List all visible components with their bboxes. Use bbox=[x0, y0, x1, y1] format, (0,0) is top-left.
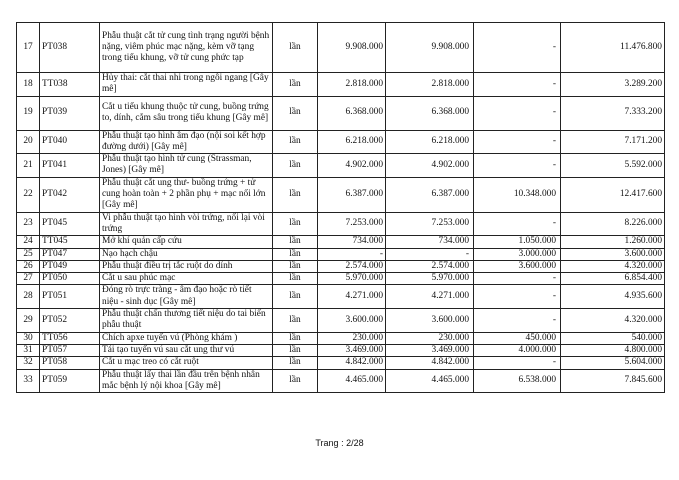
price-3: - bbox=[474, 130, 561, 154]
price-total: 7.171.200 bbox=[561, 130, 665, 154]
price-3: 450.000 bbox=[474, 332, 561, 344]
unit: lần bbox=[273, 369, 318, 393]
price-table bbox=[16, 22, 665, 393]
service-name: Phẫu thuật cắt tử cung tình trạng người bệnh nặng, viêm phúc mạc nặng, kèm vỡ tạng trong tiểu khung, vỡ tử cung phức tạp bbox=[100, 23, 273, 73]
price-3: - bbox=[474, 154, 561, 178]
price-1: 7.253.000 bbox=[318, 212, 386, 236]
service-name: Phẫu thuật cắt ung thư- buồng trứng + tử cung hoàn toàn + 2 phần phụ + mạc nối lớn [Gây mê] bbox=[100, 177, 273, 212]
table-row bbox=[17, 332, 665, 344]
service-code: PT051 bbox=[40, 285, 100, 309]
row-number: 31 bbox=[17, 344, 40, 356]
unit: lần bbox=[273, 248, 318, 260]
service-code: PT045 bbox=[40, 212, 100, 236]
table-row bbox=[17, 23, 665, 73]
price-1: 734.000 bbox=[318, 236, 386, 248]
price-2: 4.271.000 bbox=[386, 285, 474, 309]
row-number: 23 bbox=[17, 212, 40, 236]
price-2: 230.000 bbox=[386, 332, 474, 344]
price-total: 12.417.600 bbox=[561, 177, 665, 212]
unit: lần bbox=[273, 96, 318, 130]
price-1: - bbox=[318, 248, 386, 260]
price-total: 540.000 bbox=[561, 332, 665, 344]
service-name: Phẫu thuật lấy thai lần đầu trên bệnh nhân mắc bệnh lý nội khoa [Gây mê] bbox=[100, 369, 273, 393]
price-1: 4.465.000 bbox=[318, 369, 386, 393]
unit: lần bbox=[273, 357, 318, 369]
price-2: 2.818.000 bbox=[386, 73, 474, 97]
price-3: - bbox=[474, 273, 561, 285]
service-name: Đóng rò trực tràng - âm đạo hoặc rò tiết niệu - sinh dục [Gây mê] bbox=[100, 285, 273, 309]
table-row bbox=[17, 212, 665, 236]
table-row bbox=[17, 369, 665, 393]
service-code: TT038 bbox=[40, 73, 100, 97]
price-total: 4.800.000 bbox=[561, 344, 665, 356]
service-code: PT049 bbox=[40, 260, 100, 272]
price-2: 2.574.000 bbox=[386, 260, 474, 272]
price-total: 3.289.200 bbox=[561, 73, 665, 97]
page-number: Trang : 2/28 bbox=[315, 438, 364, 448]
price-total: 11.476.800 bbox=[561, 23, 665, 73]
table-row bbox=[17, 154, 665, 178]
service-code: TT045 bbox=[40, 236, 100, 248]
row-number: 22 bbox=[17, 177, 40, 212]
service-code: PT058 bbox=[40, 357, 100, 369]
table-row bbox=[17, 344, 665, 356]
price-3: - bbox=[474, 357, 561, 369]
row-number: 25 bbox=[17, 248, 40, 260]
price-1: 2.818.000 bbox=[318, 73, 386, 97]
price-2: 4.465.000 bbox=[386, 369, 474, 393]
table-row bbox=[17, 357, 665, 369]
price-1: 2.574.000 bbox=[318, 260, 386, 272]
price-1: 3.469.000 bbox=[318, 344, 386, 356]
price-3: 3.600.000 bbox=[474, 260, 561, 272]
price-total: 5.604.000 bbox=[561, 357, 665, 369]
table-body bbox=[17, 23, 665, 393]
price-1: 4.902.000 bbox=[318, 154, 386, 178]
table-row bbox=[17, 273, 665, 285]
price-2: 7.253.000 bbox=[386, 212, 474, 236]
price-2: 6.368.000 bbox=[386, 96, 474, 130]
price-1: 4.271.000 bbox=[318, 285, 386, 309]
row-number: 21 bbox=[17, 154, 40, 178]
row-number: 29 bbox=[17, 309, 40, 333]
service-code: PT057 bbox=[40, 344, 100, 356]
service-code: PT040 bbox=[40, 130, 100, 154]
price-1: 5.970.000 bbox=[318, 273, 386, 285]
price-3: 10.348.000 bbox=[474, 177, 561, 212]
service-name: Tái tạo tuyến vú sau cắt ung thư vú bbox=[100, 344, 273, 356]
service-name: Phẫu thuật tạo hình tử cung (Strassman, Jones) [Gây mê] bbox=[100, 154, 273, 178]
table-row bbox=[17, 96, 665, 130]
table-row bbox=[17, 130, 665, 154]
row-number: 30 bbox=[17, 332, 40, 344]
price-total: 8.226.000 bbox=[561, 212, 665, 236]
row-number: 20 bbox=[17, 130, 40, 154]
unit: lần bbox=[273, 23, 318, 73]
service-name: Cắt u tiểu khung thuộc tử cung, buồng trứng to, dính, cắm sâu trong tiểu khung [Gây mê] bbox=[100, 96, 273, 130]
table-row bbox=[17, 260, 665, 272]
service-code: PT050 bbox=[40, 273, 100, 285]
service-name: Nạo hạch chậu bbox=[100, 248, 273, 260]
unit: lần bbox=[273, 177, 318, 212]
price-3: 4.000.000 bbox=[474, 344, 561, 356]
table-row bbox=[17, 248, 665, 260]
price-3: 6.538.000 bbox=[474, 369, 561, 393]
price-1: 9.908.000 bbox=[318, 23, 386, 73]
price-2: 4.902.000 bbox=[386, 154, 474, 178]
service-code: TT056 bbox=[40, 332, 100, 344]
price-total: 4.320.000 bbox=[561, 309, 665, 333]
service-name: Mở khí quản cấp cứu bbox=[100, 236, 273, 248]
service-code: PT059 bbox=[40, 369, 100, 393]
price-1: 230.000 bbox=[318, 332, 386, 344]
price-1: 6.387.000 bbox=[318, 177, 386, 212]
price-3: - bbox=[474, 309, 561, 333]
unit: lần bbox=[273, 260, 318, 272]
unit: lần bbox=[273, 212, 318, 236]
service-name: Cắt u sau phúc mạc bbox=[100, 273, 273, 285]
unit: lần bbox=[273, 285, 318, 309]
service-name: Hủy thai: cắt thai nhi trong ngôi ngang [Gây mê] bbox=[100, 73, 273, 97]
price-3: - bbox=[474, 96, 561, 130]
row-number: 19 bbox=[17, 96, 40, 130]
price-3: - bbox=[474, 212, 561, 236]
unit: lần bbox=[273, 73, 318, 97]
price-2: 6.387.000 bbox=[386, 177, 474, 212]
price-2: 3.469.000 bbox=[386, 344, 474, 356]
service-code: PT041 bbox=[40, 154, 100, 178]
service-name: Phẫu thuật tạo hình âm đạo (nội soi kết hợp đường dưới) [Gây mê] bbox=[100, 130, 273, 154]
unit: lần bbox=[273, 236, 318, 248]
service-name: Phẫu thuật điều trị tắc ruột do dính bbox=[100, 260, 273, 272]
price-3: - bbox=[474, 73, 561, 97]
table-row bbox=[17, 73, 665, 97]
price-2: 9.908.000 bbox=[386, 23, 474, 73]
price-2: 734.000 bbox=[386, 236, 474, 248]
price-total: 5.592.000 bbox=[561, 154, 665, 178]
price-1: 6.368.000 bbox=[318, 96, 386, 130]
row-number: 27 bbox=[17, 273, 40, 285]
service-name: Cắt u mạc treo có cắt ruột bbox=[100, 357, 273, 369]
price-total: 4.935.600 bbox=[561, 285, 665, 309]
service-name: Chích apxe tuyến vú (Phòng khám ) bbox=[100, 332, 273, 344]
price-total: 3.600.000 bbox=[561, 248, 665, 260]
table-row bbox=[17, 236, 665, 248]
service-code: PT038 bbox=[40, 23, 100, 73]
unit: lần bbox=[273, 130, 318, 154]
service-name: Vi phẫu thuật tạo hình vòi trứng, nối lại vòi trứng bbox=[100, 212, 273, 236]
row-number: 17 bbox=[17, 23, 40, 73]
price-2: 3.600.000 bbox=[386, 309, 474, 333]
price-total: 7.333.200 bbox=[561, 96, 665, 130]
unit: lần bbox=[273, 332, 318, 344]
price-2: - bbox=[386, 248, 474, 260]
row-number: 32 bbox=[17, 357, 40, 369]
unit: lần bbox=[273, 309, 318, 333]
row-number: 24 bbox=[17, 236, 40, 248]
table-row bbox=[17, 177, 665, 212]
unit: lần bbox=[273, 154, 318, 178]
row-number: 33 bbox=[17, 369, 40, 393]
service-code: PT052 bbox=[40, 309, 100, 333]
price-3: 1.050.000 bbox=[474, 236, 561, 248]
service-code: PT042 bbox=[40, 177, 100, 212]
unit: lần bbox=[273, 344, 318, 356]
service-code: PT047 bbox=[40, 248, 100, 260]
price-2: 6.218.000 bbox=[386, 130, 474, 154]
table-row bbox=[17, 309, 665, 333]
price-total: 4.320.000 bbox=[561, 260, 665, 272]
price-2: 5.970.000 bbox=[386, 273, 474, 285]
price-1: 4.842.000 bbox=[318, 357, 386, 369]
price-3: - bbox=[474, 23, 561, 73]
price-total: 1.260.000 bbox=[561, 236, 665, 248]
price-3: 3.000.000 bbox=[474, 248, 561, 260]
unit: lần bbox=[273, 273, 318, 285]
price-2: 4.842.000 bbox=[386, 357, 474, 369]
price-1: 3.600.000 bbox=[318, 309, 386, 333]
service-name: Phẫu thuật chấn thương tiết niệu do tai biến phẫu thuật bbox=[100, 309, 273, 333]
service-code: PT039 bbox=[40, 96, 100, 130]
table-row bbox=[17, 285, 665, 309]
price-3: - bbox=[474, 285, 561, 309]
price-1: 6.218.000 bbox=[318, 130, 386, 154]
row-number: 26 bbox=[17, 260, 40, 272]
row-number: 28 bbox=[17, 285, 40, 309]
row-number: 18 bbox=[17, 73, 40, 97]
price-total: 7.845.600 bbox=[561, 369, 665, 393]
price-total: 6.854.400 bbox=[561, 273, 665, 285]
